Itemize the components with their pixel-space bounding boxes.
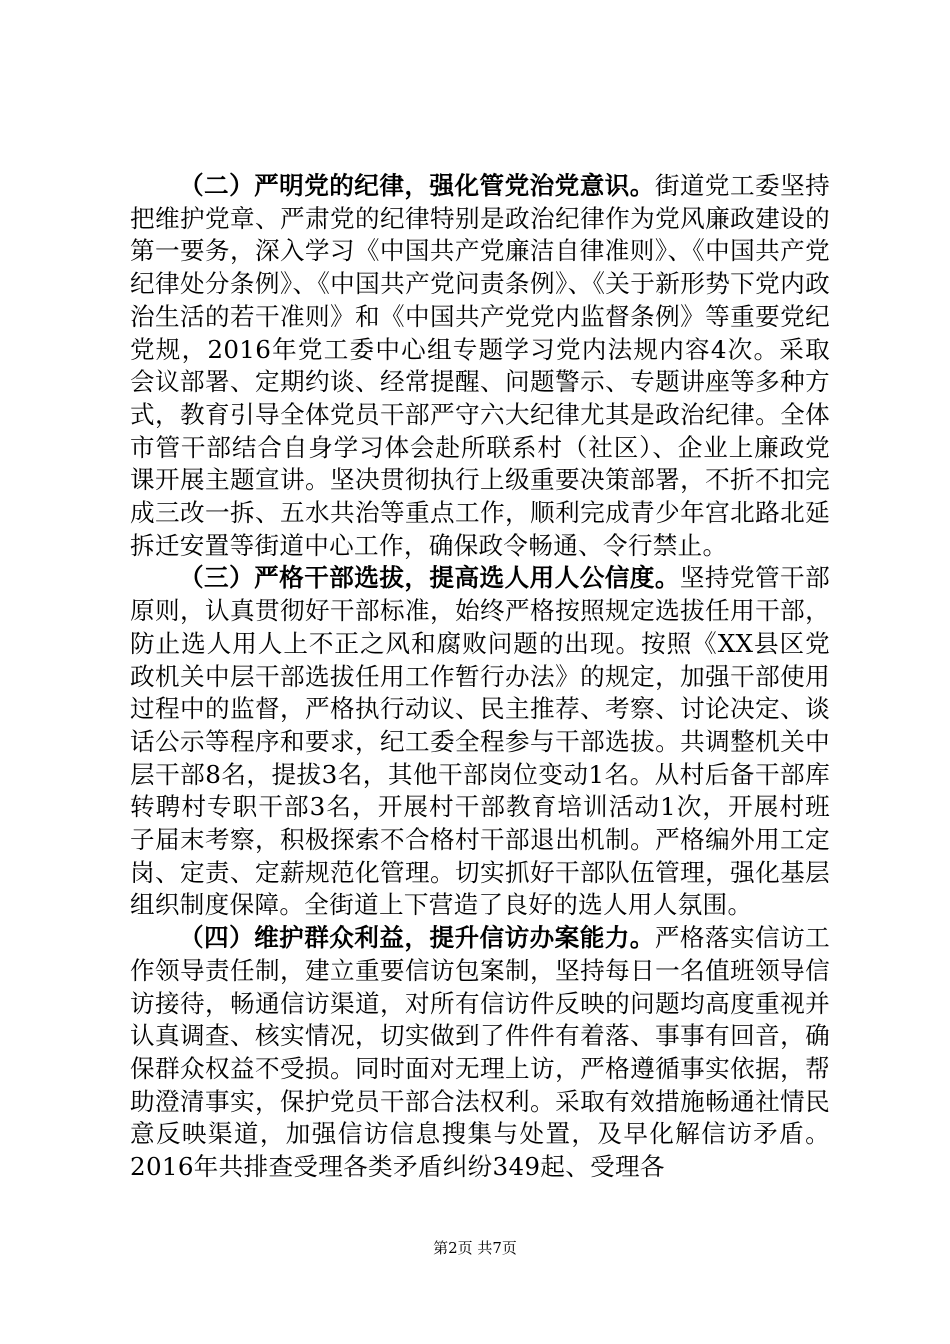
paragraph-text: 街道党工委坚持把维护党章、严肃党的纪律特别是政治纪律作为党风廉政建设的第一要务，深入学习《中国共产党廉洁自律准则》、《中国共产党纪律处分条例》、《中国共产党问责条例》、《关于新形势下党内政治生活的若干准则》和《中国共产党党内监督条例》等重要党纪党规，2016年党工委中心组专题学习党内法规内容4次。采取会议部署、定期约谈、经常提醒、问题警示、专题讲座等多种方式，教育引导全体党员干部严守六大纪律尤其是政治纪律。全体市管干部结合自身学习体会赴所联系村（社区）、企业上廉政党课开展主题宣讲。坚决贯彻执行上级重要决策部署，不折不扣完成三改一拆、五水共治等重点工作，顺利完成青少年宫北路北延拆迁安置等街道中心工作，确保政令畅通、令行禁止。 <box>130 171 831 560</box>
paragraph-text: 坚持党管干部原则，认真贯彻好干部标准，始终严格按照规定选拔任用干部，防止选人用人上不正之风和腐败问题的出现。按照《XX县区党政机关中层干部选拔任用工作暂行办法》的规定，加强干部使用过程中的监督，严格执行动议、民主推荐、考察、讨论决定、谈话公示等程序和要求，纪工委全程参与干部选拔。共调整机关中层干部8名，提拔3名，其他干部岗位变动1名。从村后备干部库转聘村专职干部3名，开展村干部教育培训活动1次，开展村班子届末考察，积极探索不合格村干部退出机制。严格编外用工定岗、定责、定薪规范化管理。切实抓好干部队伍管理，强化基层组织制度保障。全街道上下营造了良好的选人用人氛围。 <box>130 563 830 920</box>
paragraph-discipline <box>130 170 830 562</box>
page-footer <box>0 1239 950 1257</box>
paragraph-heading: （三）严格干部选拔，提高选人用人公信度。 <box>179 563 680 593</box>
document-body <box>130 170 830 1184</box>
page-number: 第2页 共7页 <box>433 1239 517 1257</box>
paragraph-heading: （四）维护群众利益，提升信访办案能力。 <box>179 923 655 953</box>
paragraph-petition <box>130 922 830 1184</box>
paragraph-text: 严格落实信访工作领导责任制，建立重要信访包案制，坚持每日一名值班领导信访接待，畅通信访渠道，对所有信访件反映的问题均高度重视并认真调查、核实情况，切实做到了件件有着落、事事有回音，确保群众权益不受损。同时面对无理上访，严格遵循事实依据，帮助澄清事实，保护党员干部合法权利。采取有效措施畅通社情民意反映渠道，加强信访信息搜集与处置，及早化解信访矛盾。2016年共排查受理各类矛盾纠纷349起、受理各 <box>130 923 831 1182</box>
paragraph-heading: （二）严明党的纪律，强化管党治党意识。 <box>179 171 655 200</box>
paragraph-cadre-selection <box>130 562 830 922</box>
